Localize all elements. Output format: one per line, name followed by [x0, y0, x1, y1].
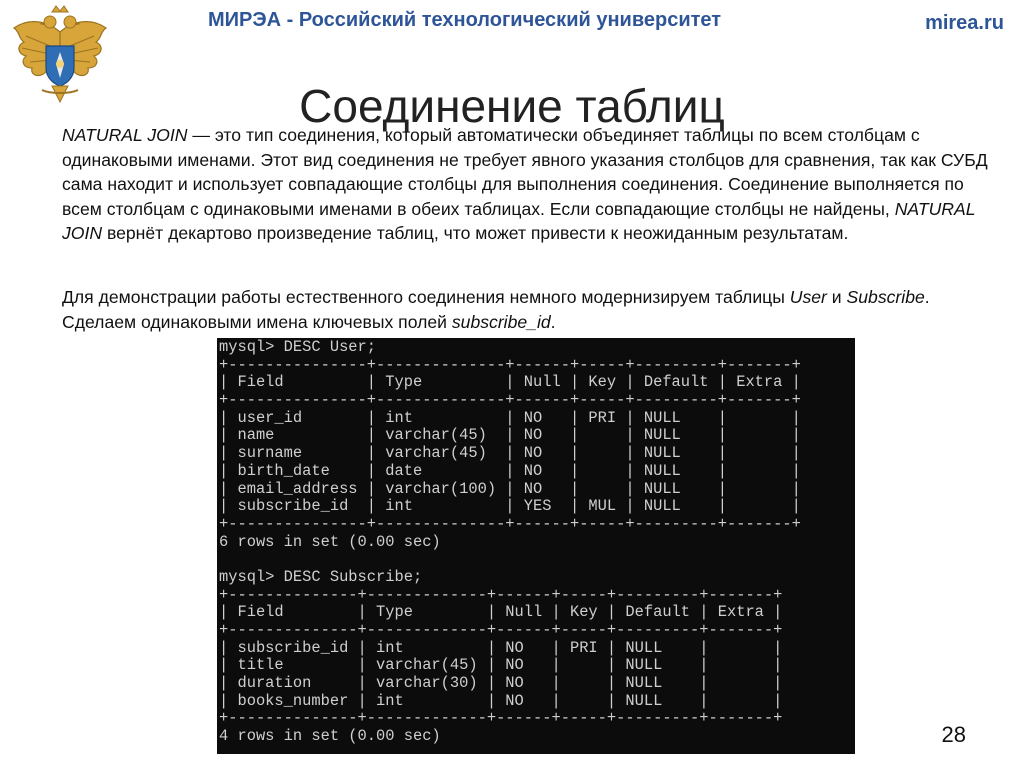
terminal-line: | books_number | int | NO | | NULL | |: [219, 691, 783, 710]
text-segment: .: [550, 311, 556, 332]
natural-join-description: [62, 123, 992, 246]
terminal-line: 4 rows in set (0.00 sec): [219, 727, 441, 746]
terminal-line: | email_address | varchar(100) | NO | | NULL | |: [219, 479, 801, 498]
terminal-line: | subscribe_id | int | NO | PRI | NULL | |: [219, 638, 783, 657]
text-segment: Для демонстрации работы естественного соединения немного модернизируем таблицы: [62, 287, 790, 307]
terminal-line: +--------------+-------------+------+-----+---------+-------+: [219, 621, 783, 639]
terminal-line: +---------------+--------------+------+-----+---------+-------+: [219, 391, 801, 410]
text-segment: и: [826, 287, 847, 307]
terminal-line: | user_id | int | NO | PRI | NULL | |: [219, 408, 801, 427]
terminal-line: | surname | varchar(45) | NO | | NULL | |: [219, 444, 801, 463]
text-segment: — это тип соединения, который автоматически объединяет таблицы по всем столбцам с одинаковыми именами. Этот вид соединения не требует явного указания столбцов для сравнения, так как СУБД сама находит и использует совпадающие столбцы для выполнения соединения. Соединение выполняется по всем столбцам с одинаковыми именами в обеих таблицах. Если совпадающие столбцы не найдены,: [62, 125, 988, 219]
terminal-line: +--------------+-------------+------+-----+---------+-------+: [219, 585, 783, 604]
text-segment: вернёт декартово произведение таблиц, что может привести к неожиданным результатам.: [102, 223, 849, 243]
terminal-line: mysql> DESC Subscribe;: [219, 567, 423, 586]
terminal-output: [217, 338, 855, 746]
terminal-line: +---------------+--------------+------+-----+---------+-------+: [219, 355, 801, 374]
terminal-line: mysql> DESC User;: [219, 338, 377, 356]
slide-title: Соединение таблиц: [299, 79, 725, 132]
terminal-line: | duration | varchar(30) | NO | | NULL | |: [219, 674, 783, 693]
terminal-line: | birth_date | date | NO | | NULL | |: [219, 461, 801, 480]
terminal-line: 6 rows in set (0.00 sec): [219, 532, 441, 551]
demo-description: [62, 285, 992, 334]
terminal-line: | name | varchar(45) | NO | | NULL | |: [219, 426, 801, 445]
terminal-line: | Field | Type | Null | Key | Default | Extra |: [219, 603, 783, 622]
terminal-line: +---------------+--------------+------+-----+---------+-------+: [219, 514, 801, 533]
mysql-terminal-screenshot: [217, 338, 855, 754]
text-segment: . Сделаем одинаковыми имена ключевых полей: [62, 287, 930, 332]
italic-term: User: [789, 287, 827, 307]
site-url[interactable]: mirea.ru: [925, 12, 1004, 34]
italic-term: Subscribe: [846, 287, 925, 307]
italic-term: NATURAL JOIN: [62, 198, 976, 243]
terminal-line: | title | varchar(45) | NO | | NULL | |: [219, 656, 783, 675]
terminal-line: | subscribe_id | int | YES | MUL | NULL | |: [219, 497, 801, 516]
university-name: МИРЭА - Российский технологический университет: [208, 9, 722, 31]
terminal-line: | Field | Type | Null | Key | Default | Extra |: [219, 373, 801, 392]
terminal-line: +--------------+-------------+------+-----+---------+-------+: [219, 709, 783, 728]
page-number: 28: [941, 722, 966, 747]
italic-term: NATURAL JOIN: [62, 125, 188, 145]
terminal-line: [219, 551, 855, 569]
italic-term: subscribe_id: [451, 311, 551, 332]
